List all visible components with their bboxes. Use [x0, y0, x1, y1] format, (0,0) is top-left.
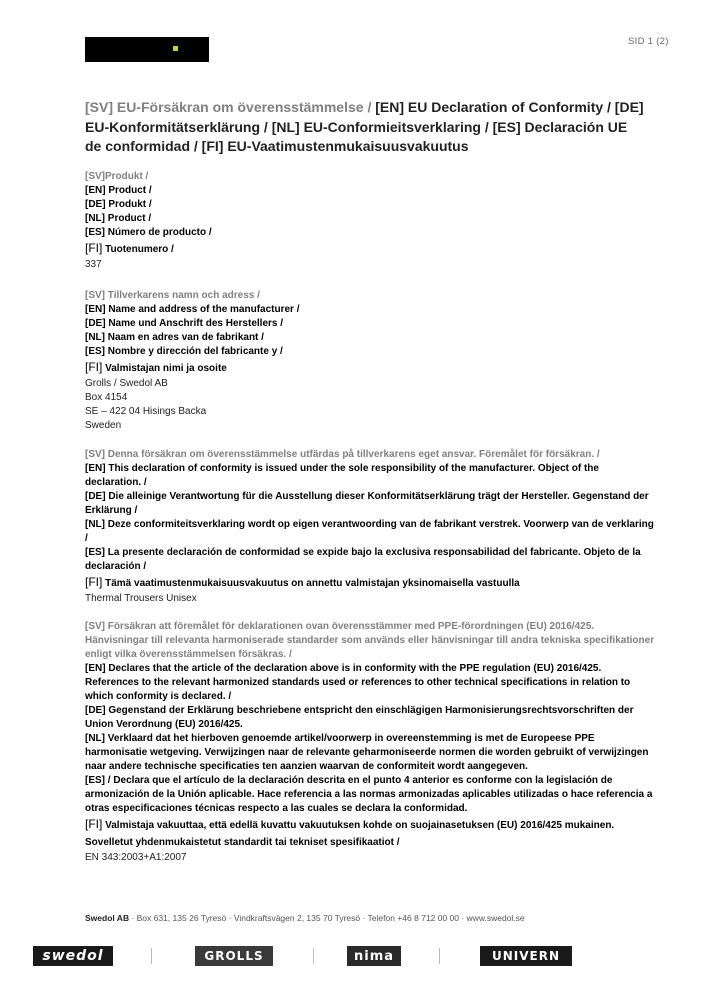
brand-bar [33, 946, 593, 970]
brand-separator [313, 948, 314, 964]
product-label-nl: [NL] Product / [85, 213, 152, 224]
brand-grolls: GROLLS [195, 946, 273, 966]
title-sv: [SV] EU-Försäkran om överensstämmelse / [85, 99, 372, 115]
product-label-sv: [SV]Produkt / [85, 171, 149, 182]
manufacturer-label-fi: [FI] Valmistajan nimi ja osoite [85, 360, 227, 374]
footer-details: · Box 631, 135 26 Tyresö · Vindkraftsvägen 2, 135 70 Tyresö · Telefon +46 8 712 00 00 · www.swedol.se [129, 913, 525, 923]
manufacturer-city: SE – 422 04 Hisings Backa [85, 406, 207, 417]
responsibility-de: [DE] Die alleinige Verantwortung für die Ausstellung dieser Konformitätserklärung trägt der Hersteller. Gegenstand der Erklärung / [85, 491, 649, 516]
responsibility-en: [EN] This declaration of conformity is issued under the sole responsibility of the manufacturer. Object of the declaration. / [85, 463, 599, 488]
company-logo [85, 37, 209, 62]
footer-company: Swedol AB [85, 913, 130, 923]
conformity-fi: [FI] Valmistaja vakuuttaa, että edellä kuvattu vakuutuksen kohde on suojainasetuksen (EU) 2016/425 mukainen. Sovelletut yhdenmukaistetut standardit tai tekniset spesifikaatiot / [85, 817, 615, 848]
manufacturer-label-nl: [NL] Naam en adres van de fabrikant / [85, 332, 264, 343]
brand-swedol: swedol [33, 946, 113, 966]
manufacturer-name: Grolls / Swedol AB [85, 378, 168, 389]
manufacturer-label-sv: [SV] Tillverkarens namn och adress / [85, 290, 260, 301]
responsibility-nl: [NL] Deze conformiteitsverklaring wordt op eigen verantwoording van de fabrikant verstrek. Voorwerp van de verklaring / [85, 519, 654, 544]
conformity-nl: [NL] Verklaard dat het hierboven genoemde artikel/voorwerp in overeenstemming is met de Europeese PPE harmonisatie wetgeving. Verwijzingen naar de relevante geharmoniseerde normen die worden gebruikt of verwijzingen naar andere technische specificaties ten aanzien waarvan de conformiteit wordt aangegeven. [85, 733, 649, 772]
conformity-de: [DE] Gegenstand der Erklärung beschriebene entspricht den einschlägigen Harmonisierungsrechtsvorschriften der Union Verordnung (EU) 2016/425. [85, 705, 634, 730]
manufacturer-label-en: [EN] Name and address of the manufacturer / [85, 304, 300, 315]
conformity-es: [ES] / Declara que el artículo de la declaración descrita en el punto 4 anterior es conforme con la legislación de armonización de la Unión aplicable. Hace referencia a las normas armonizadas aplicables utilizadas o hace referencia a otras especificaciones técnicas respecto a las cuales se declara la conformidad. [85, 775, 653, 814]
product-label-en: [EN] Product / [85, 185, 152, 196]
conformity-sv: [SV] Försäkran att föremålet för deklarationen ovan överensstämmer med PPE-förordningen (EU) 2016/425. Hänvisningar till relevanta harmoniserade standarder som används eller hänvisningar till andra tekniska specifikationer enligt vilka överensstämmelsen försäkras. / [85, 621, 655, 660]
brand-separator [439, 948, 440, 964]
responsibility-es: [ES] La presente declaración de conformidad se expide bajo la exclusiva responsabilidad del fabricante. Objeto de la declaración / [85, 547, 641, 572]
conformity-en: [EN] Declares that the article of the declaration above is in conformity with the PPE regulation (EU) 2016/425. References to the relevant harmonized standards used or references to other technical specifications in relation to which conformity is declared. / [85, 663, 631, 702]
product-label-fi: [FI] Tuotenumero / [85, 241, 174, 255]
responsibility-section [85, 448, 655, 606]
logo-accent-dot [173, 46, 178, 51]
brand-separator [151, 948, 152, 964]
product-label-es: [ES] Número de producto / [85, 227, 212, 238]
manufacturer-box: Box 4154 [85, 392, 128, 403]
product-number: 337 [85, 259, 102, 270]
responsibility-sv: [SV] Denna försäkran om överensstämmelse utfärdas på tillverkarens eget ansvar. Föremålet för försäkran. / [85, 449, 600, 460]
page-number: SID 1 (2) [628, 36, 669, 47]
footer-address [85, 913, 625, 923]
document-title [85, 98, 645, 157]
product-label-de: [DE] Produkt / [85, 199, 152, 210]
brand-nima: nima [347, 946, 401, 966]
conformity-section [85, 620, 655, 865]
manufacturer-section [85, 289, 655, 433]
manufacturer-label-de: [DE] Name und Anschrift des Herstellers / [85, 318, 284, 329]
brand-univern: UNIVERN [480, 946, 572, 966]
manufacturer-label-es: [ES] Nombre y dirección del fabricante y / [85, 346, 283, 357]
product-section [85, 170, 655, 272]
manufacturer-country: Sweden [85, 420, 122, 431]
standard-reference: EN 343:2003+A1:2007 [85, 852, 187, 863]
responsibility-fi: [FI] Tämä vaatimustenmukaisuusvakuutus on annettu valmistajan yksinomaisella vastuulla [85, 575, 520, 589]
product-description: Thermal Trousers Unisex [85, 593, 197, 604]
title-translations: [EN] EU Declaration of Conformity / [DE] EU-Konformitätserklärung / [NL] EU-Conformieitsverklaring / [ES] Declaración UE de conformidad / [FI] EU-Vaatimustenmukaisuusvakuutus [85, 99, 644, 154]
